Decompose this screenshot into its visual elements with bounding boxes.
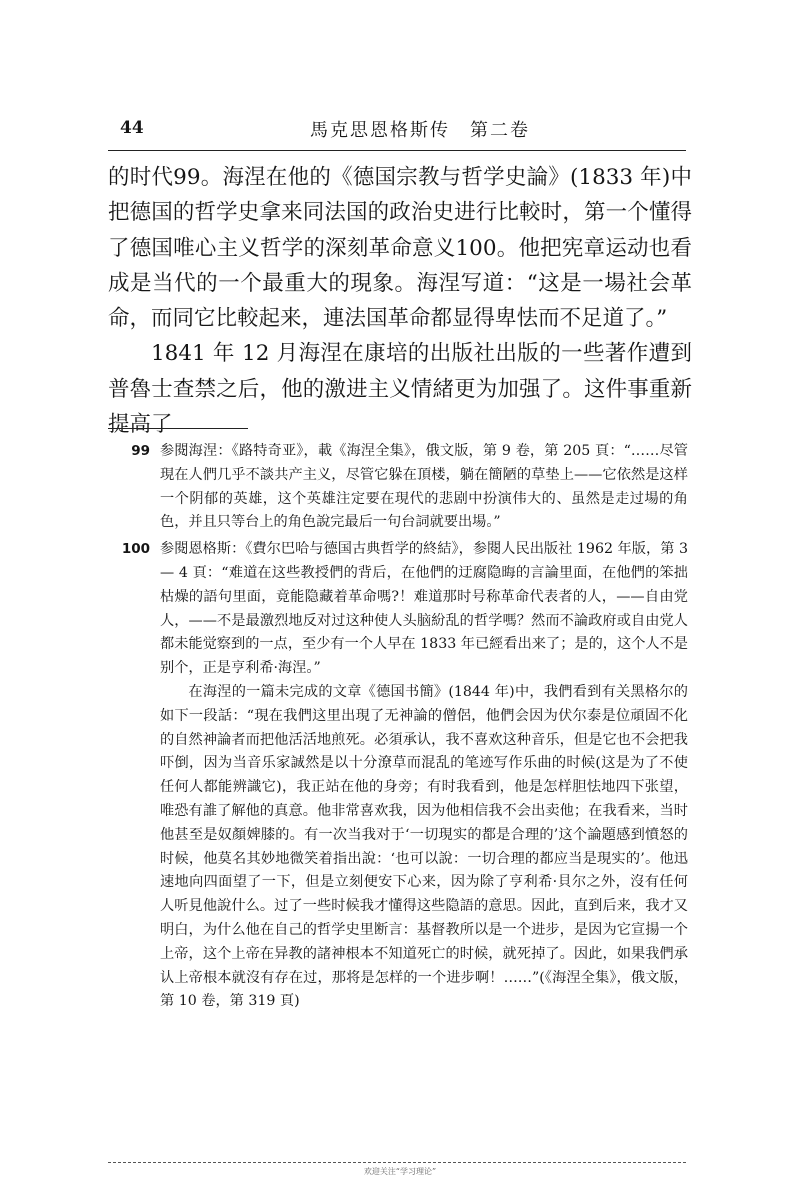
footnotes: [108, 440, 688, 1014]
header-rule: [108, 150, 686, 151]
footnote-99: [108, 440, 688, 535]
footnote-100: [108, 538, 688, 681]
footnote-text: 参閱海涅：《路特奇亚》，載《海涅全集》，俄文版，第 9 卷，第 205 頁：“……尽管現在人們几乎不談共产主义，尽管它躲在頂楼，躺在簡陋的草垫上——它依然是这样一个阴郁的英雄，这个英雄注定要在現代的悲剧中扮演伟大的、虽然是走过場的角色，并且只等台上的角色說完最后一句台詞就要出場。”: [160, 443, 688, 531]
running-title: 馬克思恩格斯传 第二卷: [310, 120, 530, 141]
page-header: [120, 114, 682, 144]
watermark: 欢迎关注“学习理论”: [363, 1167, 437, 1176]
body-paragraph: 1841 年 12 月海涅在康培的出版社出版的一些著作遭到普魯士查禁之后，他的激进主义情緒更为加强了。这件事重新提高了: [108, 341, 692, 438]
bottom-rule: [108, 1162, 686, 1163]
footnote-number: 99: [131, 443, 150, 459]
footnote-separator: [108, 428, 248, 429]
footnote-text: 参閱恩格斯：《費尔巴哈与德国古典哲学的終結》，参閱人民出版社 1962 年版，第 3 — 4 頁：“难道在这些教授們的背后，在他們的迂腐隐晦的言論里面，在他們的笨拙枯燥的語句里面，竟能隐藏着革命嗎?！难道那时号称革命代表者的人，——自由党人，——不是最激烈地反对过这种使人头脑紛乱的哲学嗎？然而不論政府或自由党人都未能觉察到的一点，至少有一个人早在 1833 年已經看出来了；是的，这个人不是别个，正是亨利希·海涅。”: [160, 541, 688, 677]
body-paragraph: 的时代99。海涅在他的《德国宗教与哲学史論》(1833 年)中把德国的哲学史拿来同法国的政治史进行比較时，第一个懂得了德国唯心主义哲学的深刻革命意义100。他把宪章运动也看成是当代的一个最重大的現象。海涅写道：“这是一場社会革命，而同它比較起来，連法国革命都显得卑怯而不足道了。”: [108, 165, 692, 332]
footnote-number: 100: [121, 541, 150, 558]
page-number: 44: [120, 118, 144, 138]
main-text: [108, 160, 692, 442]
footnote-continuation: 在海涅的一篇未完成的文章《德国书簡》(1844 年)中，我們看到有关黑格尔的如下一段話：“現在我們这里出現了无神論的僧侶，他們会因为伏尔泰是位頑固不化的自然神論者而把他活活地煎死。必須承认，我不喜欢这种音乐，但是它也不会把我吓倒，因为当音乐家誠然是以十分潦草而混乱的笔迹写作乐曲的时候(这是为了不使任何人都能辨識它)，我正站在他的身旁；有时我看到，他是怎样胆怯地四下张望，唯恐有誰了解他的真意。他非常喜欢我，因为他相信我不会出卖他；在我看来，当时他甚至是奴顏婢膝的。有一次当我对于‘一切現实的都是合理的’这个論題感到憤怒的时候，他莫名其妙地微笑着指出說：‘也可以說：一切合理的都应当是現实的’。他迅速地向四面望了一下，但是立刻便安下心来，因为除了亨利希·貝尔之外，沒有任何人听見他說什么。过了一些时候我才懂得这些隐語的意思。因此，直到后来，我才又明白，为什么他在自己的哲学史里断言：基督教所以是一个进步，是因为它宣揚一个上帝，这个上帝在异教的諸神根本不知道死亡的时候，就死掉了。因此，如果我們承认上帝根本就沒有存在过，那将是怎样的一个进步啊！……”(《海涅全集》，俄文版，第 10 卷，第 319 頁): [160, 683, 688, 1010]
